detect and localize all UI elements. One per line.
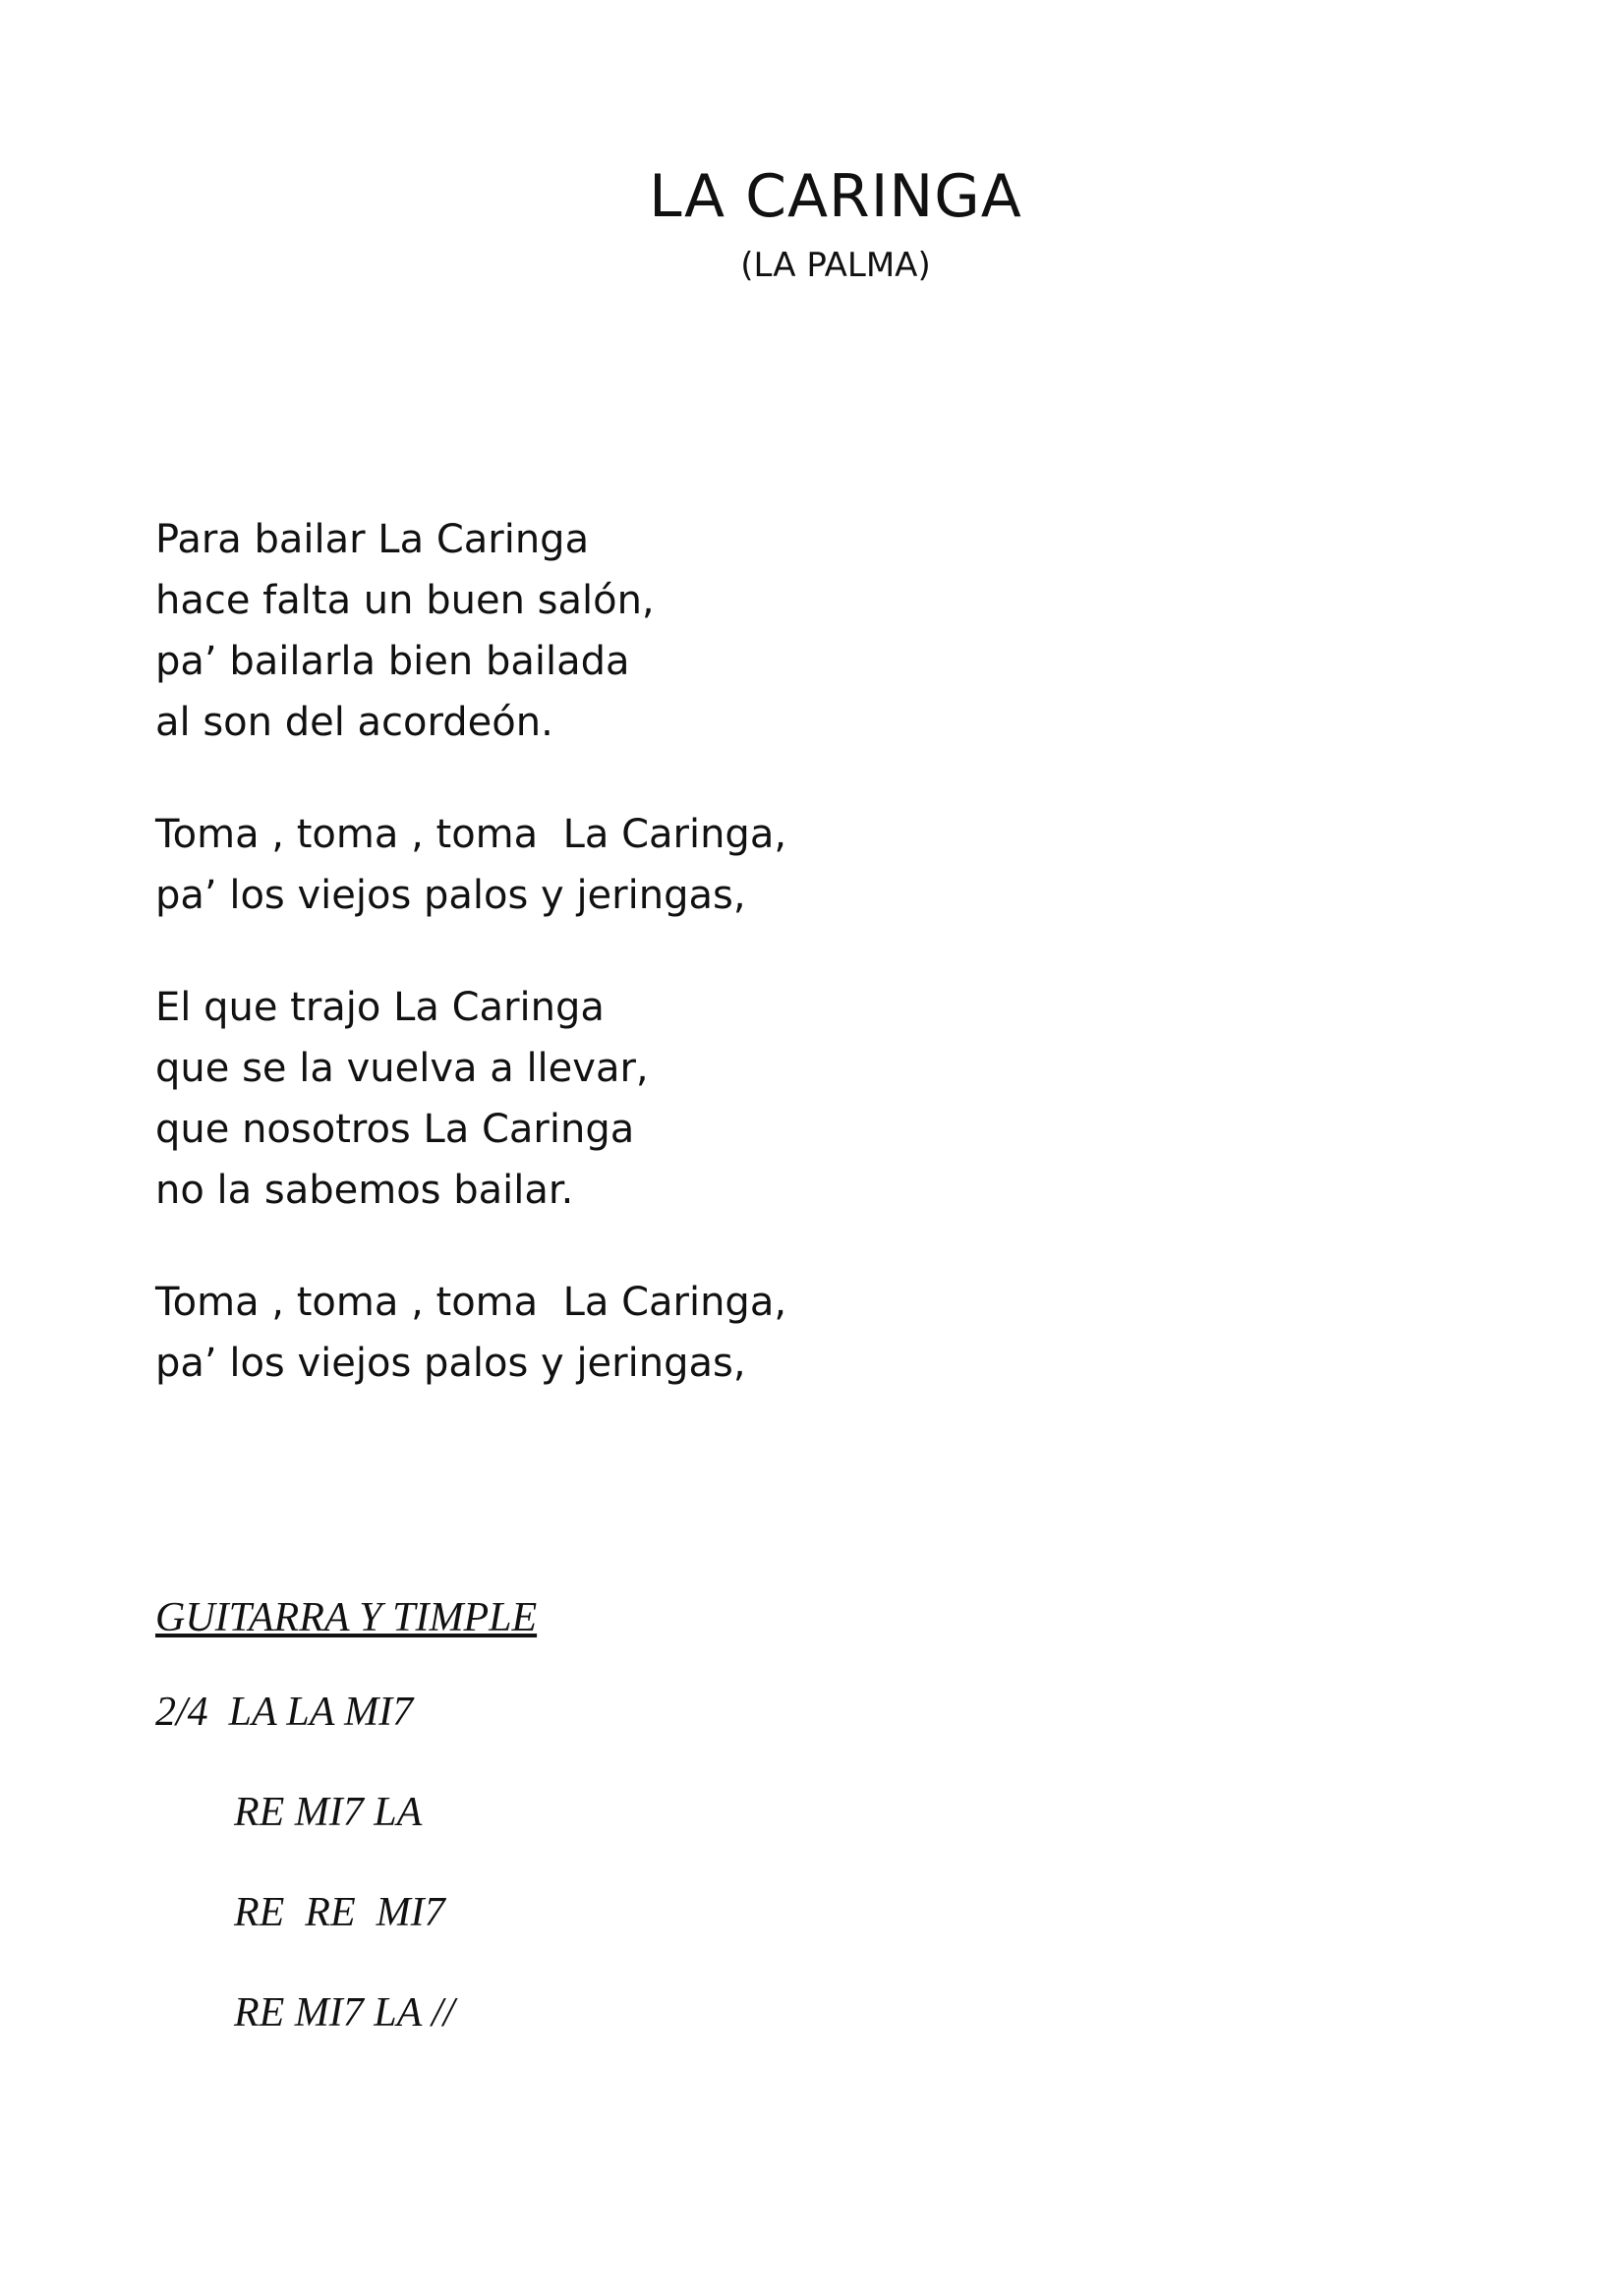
lyric-line: pa’ los viejos palos y jeringas, (155, 1341, 746, 1386)
chord-line: 2/4 LA LA MI7 (155, 1690, 414, 1735)
lyric-line: Toma , toma , toma La Caringa, (155, 1280, 787, 1325)
lyric-line: El que trajo La Caringa (155, 985, 605, 1030)
lyric-line: Toma , toma , toma La Caringa, (155, 812, 787, 857)
lyric-line: hace falta un buen salón, (155, 578, 655, 623)
lyric-line: que nosotros La Caringa (155, 1107, 635, 1152)
stanza-1 (155, 509, 786, 753)
chord-line: RE RE MI7 (234, 1890, 445, 1935)
song-subtitle: (LA PALMA) (740, 246, 931, 285)
chord-line: RE MI7 LA // (234, 1990, 455, 2036)
lyric-line: que se la vuelva a llevar, (155, 1046, 649, 1091)
stanza-4-chorus (155, 1272, 786, 1394)
stanza-2-chorus (155, 804, 786, 926)
chord-line: RE MI7 LA (234, 1790, 423, 1835)
stanza-3 (155, 977, 786, 1221)
chords-section (155, 1594, 537, 2090)
song-title: LA CARINGA (649, 162, 1022, 231)
lyric-line: Para bailar La Caringa (155, 517, 590, 562)
lyric-line: pa’ los viejos palos y jeringas, (155, 873, 746, 918)
lyric-line: pa’ bailarla bien bailada (155, 639, 630, 684)
lyrics-block (155, 509, 786, 1445)
chords-heading: GUITARRA Y TIMPLE (155, 1595, 538, 1640)
lyric-line: no la sabemos bailar. (155, 1168, 574, 1213)
lyric-line: al son del acordeón. (155, 700, 553, 745)
